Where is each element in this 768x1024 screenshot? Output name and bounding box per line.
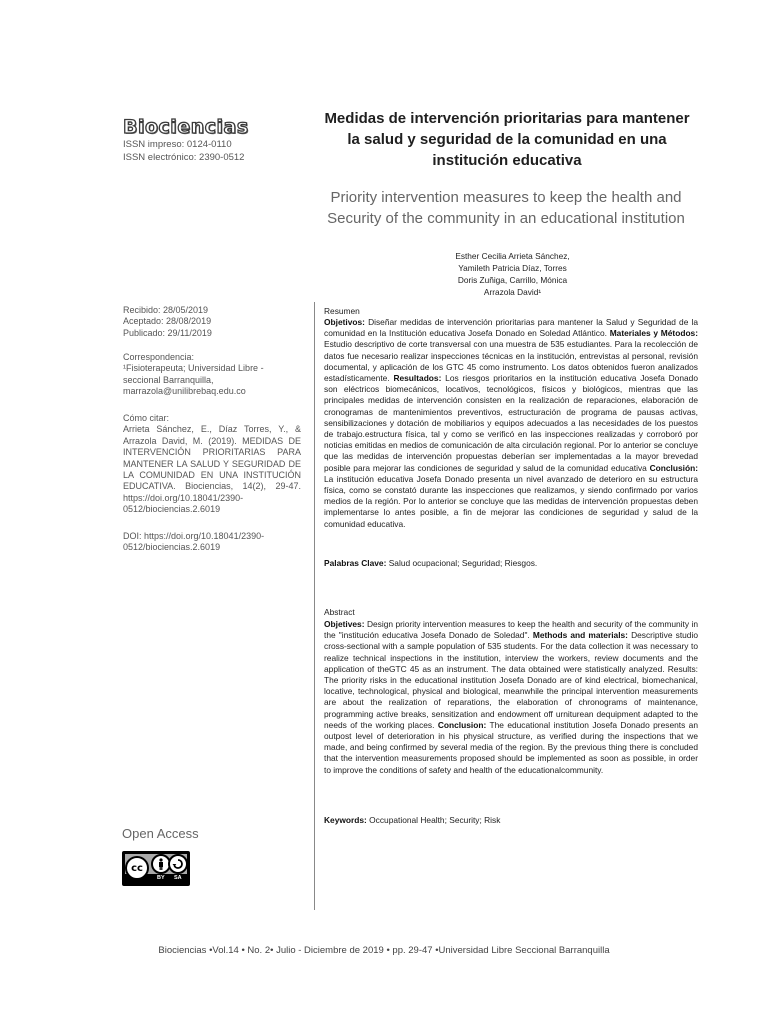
resumen-heading: Resumen — [324, 306, 360, 316]
received-date: Recibido: 28/05/2019 — [123, 305, 209, 315]
keywords-en-label: Keywords: — [324, 815, 367, 825]
cite-text: Arrieta Sánchez, E., Díaz Torres, Y., & Arrazola David, M. (2019). MEDIDAS DE INTERVENCIÓN PRIORITARIAS PARA MANTENER LA SALUD Y SEGURIDAD DE LA COMUNIDAD EN UNA INSTITUCIÓN EDUCATIVA. Biociencias, 14(2), 29-47. https://doi.org/10.18041/2390-0512/biociencias.2.6019 — [123, 424, 301, 515]
author-line: Yamileth Patricia Díaz, Torres — [458, 263, 567, 273]
issn-print: ISSN impreso: 0124-0110 — [123, 139, 232, 150]
abstract-heading: Abstract — [324, 607, 355, 617]
resumen-conclusion-text: La institución educativa Josefa Donado presenta un nivel avanzado de deterioro en su estructura física, como se constató durante las inspecciones que realizamos, y siendo confirmado por varios medios de la región. Por lo anterior se concluye que las medidas de intervención propuestas deben implementarse lo antes posible, a fin de mejorar las condiciones de seguridad y salud de la comunidad educativa. — [324, 473, 698, 529]
resumen-conclusion-label: Conclusión: — [649, 462, 698, 473]
correspondence-line: seccional Barranquilla, — [123, 374, 214, 385]
cc-by-sa-license-badge[interactable] — [122, 851, 190, 886]
correspondence — [123, 352, 301, 398]
column-divider — [314, 302, 315, 910]
resumen-results-label: Resultados: — [393, 373, 442, 384]
doi-link[interactable]: DOI: https://doi.org/10.18041/2390-0512/biociencias.2.6019 — [123, 531, 265, 553]
resumen-methods-text: Estudio descriptivo de corte transversal con una muestra de 535 estudiantes. Para la recolección de datos fue necesario realizar inspecciones técnicas en la institución, entrevistas al personal, revisión documental, y aplicación de los GTC 45 como instrumento. Los datos obtenidos fueron analizados estadísticamente. — [324, 339, 698, 384]
resumen-body — [324, 317, 698, 530]
author-line: Esther Cecilia Arrieta Sánchez, — [455, 251, 570, 261]
issn-online: ISSN electrónico: 2390-0512 — [123, 152, 245, 163]
abstract-methods-label: Methods and materials: — [532, 630, 628, 641]
journal-logo: Biociencias — [123, 116, 249, 138]
abstract-conclusion-label: Conclusion: — [437, 719, 487, 730]
share-alike-icon — [168, 854, 188, 874]
resumen-objectives-text: Diseñar medidas de intervención prioritarias para mantener la Salud y Seguridad de la comunidad en la Institución educativa Josefa Donado en Soledad Atlántico. — [324, 317, 698, 339]
abstract-objectives-label: Objetives: — [324, 619, 365, 629]
abstract-conclusion-text: The educational institution Josefa Donado presents an outpost level of deterioration in his physical structure, as verified during the inspections that we made, and being confirmed by several media of the region. By the previous thing there is concluded that the intervention measurements proposed should be implemented as soon as possible, in order to improve the conditions of safety and health of the educationalcommunity. — [324, 719, 698, 775]
abstract-methods-text: Descriptive studio cross-sectional with a sample population of 535 students. For the data collection it was necessary to realize technical inspections in the institution, interview the workers, review documents and the application of theGTC 45 as an instrument. The data obtained were statistically analyzed. Results: The priority risks in the educational institution Josefa Donado are of kind electrical, biomechanical, locative, technological, physical and biological, meanwhile the principal intervention measurements are about the realization of reparations, the elaboration of chronograms of maintenance, programming active breaks, sensitization and endowment off urniturean dequipment adapted to the needs of the working places. — [324, 630, 698, 730]
page-footer: Biociencias •Vol.14 • No. 2• Julio - Diciembre de 2019 • pp. 29-47 •Universidad Libre Seccional Barranquilla — [158, 945, 610, 956]
keywords-es-label: Palabras Clave: — [324, 558, 387, 568]
keywords-en — [324, 815, 698, 826]
resumen-objectives-label: Objetivos: — [324, 317, 365, 327]
keywords-es-text: Salud ocupacional; Seguridad; Riesgos. — [386, 558, 538, 568]
creative-commons-icon: cc — [125, 856, 149, 880]
article-title-es: Medidas de intervención prioritarias para mantener la salud y seguridad de la comunidad en una institución educativa — [324, 110, 690, 169]
correspondence-email[interactable]: marrazola@unilibrebaq.edu.co — [123, 386, 246, 397]
article-title-en: Priority intervention measures to keep the health and Security of the community in an educational institution — [327, 189, 685, 227]
resumen-results-text: Los riesgos prioritarios en la institución educativa Josefa Donado son eléctricos biomecánicos, locativos, tecnológicos, físicos y biológicos, mientras que las principales medidas de intervención consisten en la realización de reparaciones, elaboración de cronogramas de mantenimientos preventivos, estructuración de programa de pausas activas, sensibilizaciones y dotación de mobiliarios y equipos adecuados a las necesidades de los puestos de trabajo.estructura física, tal y como se verificó en las inspecciones realizadas y corroboró por noticias emitidas en medios de comunicación de alta circulación regional. Por lo anterior se concluye que las medidas de intervención propuestas deberían ser implementadas a la mayor brevedad posible para mejorar las condiciones de seguridad y salud de la comunidad educativa — [324, 373, 698, 473]
cite-label: Cómo citar: — [123, 413, 170, 423]
author-line: Doris Zuñiga, Carrillo, Mónica — [457, 275, 568, 285]
author-list — [420, 250, 605, 298]
abstract-objectives-text: Design priority intervention measures to keep the health and security of the community in the "institución educativa Josefa Donado de Soledad". — [324, 619, 698, 641]
keywords-en-text: Occupational Health; Security; Risk — [366, 815, 501, 825]
publication-dates — [123, 305, 301, 339]
license-sa-label: SA — [174, 875, 182, 881]
share-alike-glyph — [172, 858, 184, 870]
how-to-cite — [123, 413, 301, 516]
license-by-label: BY — [157, 875, 165, 881]
correspondence-line: ¹Fisioterapeuta; Universidad Libre - — [123, 363, 264, 374]
correspondence-label: Correspondencia: — [123, 352, 195, 362]
abstract-body — [324, 619, 698, 776]
accepted-date: Aceptado: 28/08/2019 — [123, 316, 212, 327]
author-line: Arrazola David¹ — [483, 287, 542, 297]
person-glyph — [156, 858, 166, 870]
published-date: Publicado: 29/11/2019 — [123, 327, 212, 338]
keywords-es — [324, 558, 698, 569]
resumen-methods-label: Materiales y Métodos: — [609, 328, 699, 339]
open-access-label: Open Access — [122, 826, 199, 841]
